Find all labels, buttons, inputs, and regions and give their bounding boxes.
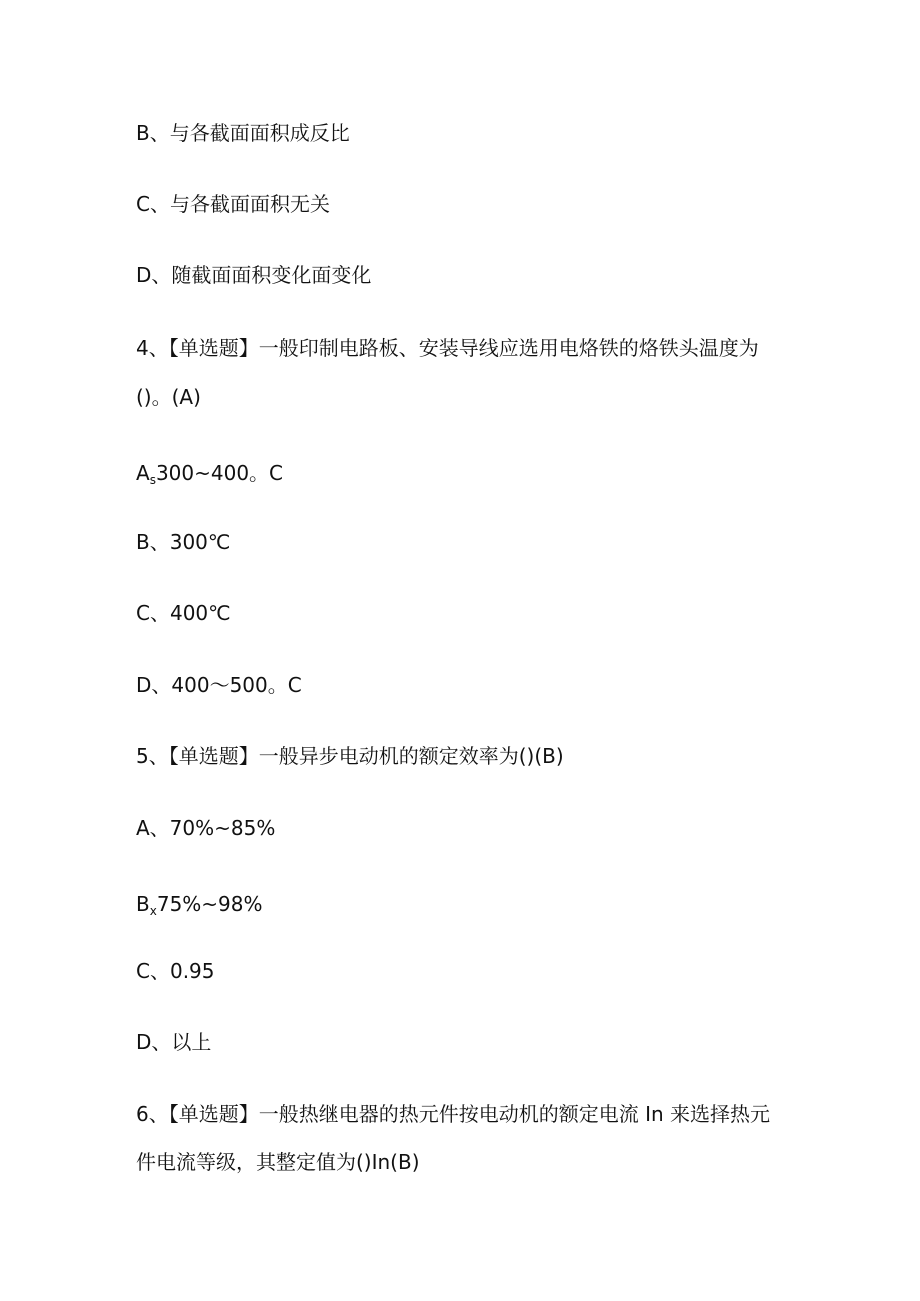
q3-option-c: C、与各截面面积无关	[136, 192, 330, 216]
q5-stem: 5、【单选题】一般异步电动机的额定效率为()(B)	[136, 744, 564, 768]
q3-option-d: D、随截面面积变化面变化	[136, 263, 372, 287]
q4-option-b: B、300℃	[136, 530, 231, 554]
q4-option-d: D、400～500。C	[136, 673, 302, 697]
q5-option-c: C、0.95	[136, 959, 215, 983]
q6-stem-line2: 件电流等级，其整定值为()In(B)	[136, 1150, 420, 1174]
q4-option-c: C、400℃	[136, 601, 231, 625]
q4-option-a-text: 300~400。C	[155, 461, 284, 485]
q6-stem-line1: 6、【单选题】一般热继电器的热元件按电动机的额定电流 In 来选择热元	[136, 1102, 771, 1126]
q4-option-a	[136, 460, 283, 493]
q5-option-b-letter: B	[136, 892, 150, 916]
q3-option-b: B、与各截面面积成反比	[136, 121, 350, 145]
q4-stem-line2: ()。(A)	[136, 385, 201, 409]
q5-option-b-text: 75%~98%	[156, 892, 263, 916]
q4-stem-line1: 4、【单选题】一般印制电路板、安装导线应选用电烙铁的烙铁头温度为	[136, 336, 759, 360]
q4-option-a-letter: A	[136, 461, 150, 485]
q5-option-d: D、以上	[136, 1030, 212, 1054]
q5-option-b-sub: x	[149, 904, 157, 918]
q5-option-a: A、70%~85%	[136, 816, 276, 840]
q5-option-b	[136, 891, 263, 924]
q4-option-a-sub: s	[149, 473, 156, 487]
